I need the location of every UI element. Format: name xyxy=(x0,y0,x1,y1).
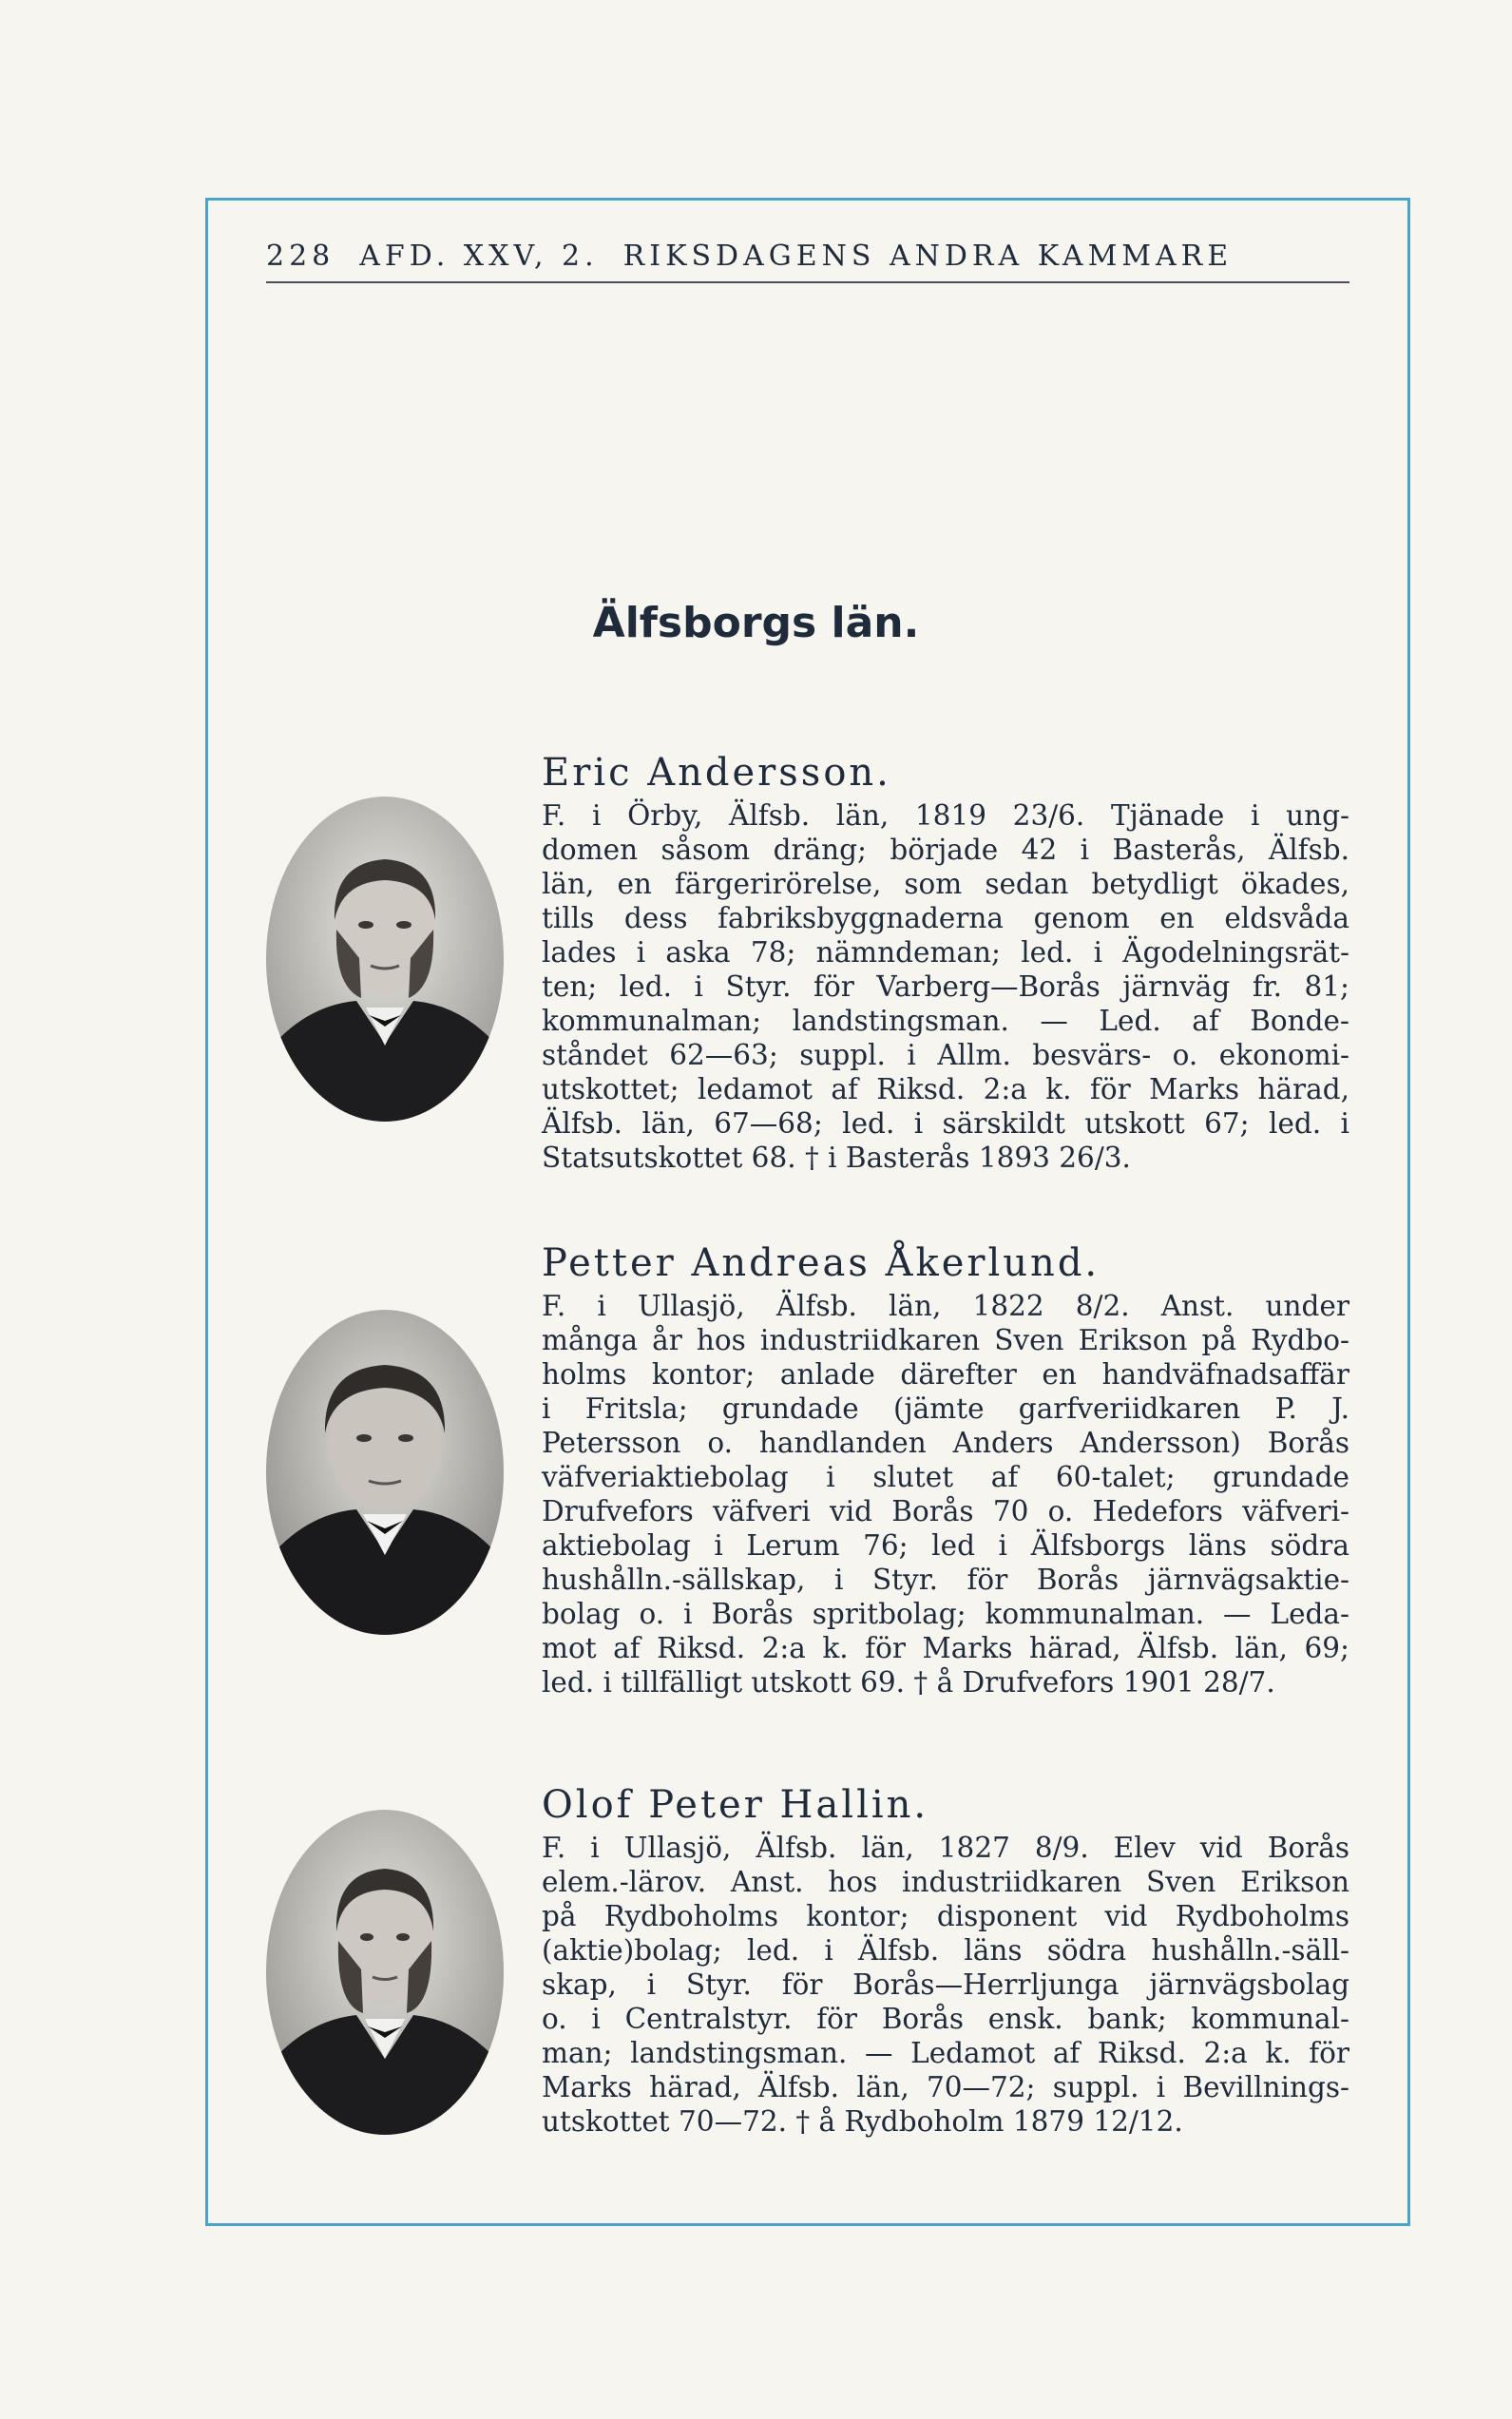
bio-line: många år hos industriidkaren Sven Erikson på Rydbo- xyxy=(542,1324,1349,1356)
biography-text xyxy=(542,1289,1349,1699)
header-title: RIKSDAGENS ANDRA KAMMARE xyxy=(622,240,1234,273)
bio-line: lades i aska 78; nämndeman; led. i Ägodelningsrät- xyxy=(542,936,1349,969)
person-name: Petter Andreas Åkerlund. xyxy=(542,1241,1101,1285)
bio-line: kommunalman; landstingsman. — Led. af Bonde- xyxy=(542,1005,1349,1037)
bio-line: led. i tillfälligt utskott 69. † å Drufvefors 1901 28/7. xyxy=(542,1666,1275,1699)
bio-line: bolag o. i Borås spritbolag; kommunalman. — Leda- xyxy=(542,1598,1349,1630)
bio-line: elem.-lärov. Anst. hos industriidkaren Sven Erikson xyxy=(542,1866,1349,1898)
bio-line: skap, i Styr. för Borås—Herrljunga järnvägsbolag xyxy=(542,1968,1349,2001)
portrait-photo xyxy=(266,1810,504,2135)
bio-line: tills dess fabriksbyggnaderna genom en eldsvåda xyxy=(542,902,1349,934)
bio-line: ståndet 62—63; suppl. i Allm. besvärs- o. ekonomi- xyxy=(542,1039,1349,1071)
bio-line: på Rydboholms kontor; disponent vid Rydboholms xyxy=(542,1900,1349,1932)
bio-line: aktiebolag i Lerum 76; led i Älfsborgs läns södra xyxy=(542,1529,1349,1562)
page-number: 228 xyxy=(266,240,335,273)
bio-line: F. i Ullasjö, Älfsb. län, 1822 8/2. Anst. under xyxy=(542,1290,1349,1322)
header-rule xyxy=(266,281,1349,283)
bio-line: i Fritsla; grundade (jämte garfveriidkaren P. J. xyxy=(542,1392,1349,1425)
bio-line: ten; led. i Styr. för Varberg—Borås järnväg fr. 81; xyxy=(542,970,1349,1003)
bio-line: väfveriaktiebolag i slutet af 60-talet; grundade xyxy=(542,1461,1349,1493)
portrait-photo xyxy=(266,797,504,1122)
portrait-photo xyxy=(266,1310,504,1635)
bio-line: o. i Centralstyr. för Borås ensk. bank; kommunal- xyxy=(542,2003,1349,2035)
bio-line: man; landstingsman. — Ledamot af Riksd. 2:a k. för xyxy=(542,2037,1349,2069)
bio-line: utskottet; ledamot af Riksd. 2:a k. för Marks härad, xyxy=(542,1073,1349,1105)
biography-text xyxy=(542,798,1349,1175)
bio-line: Älfsb. län, 67—68; led. i särskildt utskott 67; led. i xyxy=(542,1107,1349,1140)
bio-line: holms kontor; anlade därefter en handväfnadsaffär xyxy=(542,1358,1349,1391)
bio-line: Statsutskottet 68. † i Basterås 1893 26/3. xyxy=(542,1142,1131,1174)
bio-line: utskottet 70—72. † å Rydboholm 1879 12/12. xyxy=(542,2105,1183,2138)
person-name: Olof Peter Hallin. xyxy=(542,1783,929,1827)
bio-line: Marks härad, Älfsb. län, 70—72; suppl. i Bevillnings- xyxy=(542,2071,1349,2103)
biography-text xyxy=(542,1831,1349,2139)
section-title: Älfsborgs län. xyxy=(592,599,920,647)
bio-line: F. i Ullasjö, Älfsb. län, 1827 8/9. Elev vid Borås xyxy=(542,1832,1349,1864)
section-label: AFD. XXV, 2. xyxy=(359,240,599,273)
bio-line: hushålln.-sällskap, i Styr. för Borås järnvägsaktie- xyxy=(542,1564,1349,1596)
bio-line: (aktie)bolag; led. i Älfsb. läns södra hushålln.-säll- xyxy=(542,1934,1349,1967)
running-header xyxy=(266,240,1349,273)
bio-line: domen såsom dräng; började 42 i Basterås, Älfsb. xyxy=(542,834,1349,866)
bio-line: Petersson o. handlanden Anders Andersson) Borås xyxy=(542,1427,1349,1459)
person-name: Eric Andersson. xyxy=(542,751,891,795)
bio-line: län, en färgerirörelse, som sedan betydligt ökades, xyxy=(542,868,1349,900)
bio-line: mot af Riksd. 2:a k. för Marks härad, Älfsb. län, 69; xyxy=(542,1632,1349,1664)
bio-line: F. i Örby, Älfsb. län, 1819 23/6. Tjänade i ung- xyxy=(542,799,1349,832)
bio-line: Drufvefors väfveri vid Borås 70 o. Hedefors väfveri- xyxy=(542,1495,1349,1527)
